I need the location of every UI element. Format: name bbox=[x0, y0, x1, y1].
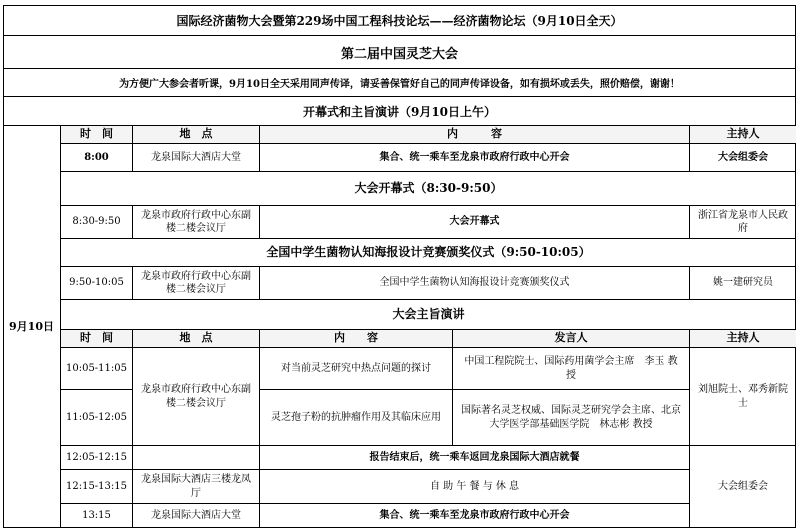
talk1-speaker: 中国工程院院士、国际药用菌学会主席 李玉 教授 bbox=[453, 348, 690, 390]
row2-host: 浙江省龙泉市人民政府 bbox=[690, 206, 796, 239]
date-label: 9月10日 bbox=[3, 126, 61, 528]
section-opening-title: 开幕式和主旨演讲（9月10日上午） bbox=[3, 97, 796, 126]
page-title: 国际经济菌物大会暨第229场中国工程科技论坛——经济菌物论坛（9月10日全天） bbox=[3, 5, 796, 36]
lunch-content: 自 助 午 餐 与 休 息 bbox=[260, 470, 690, 504]
interpretation-notice: 为方便广大参会者听课，9月10日全天采用同声传译，请妥善保管好自己的同声传译设备，如有损坏或丢失，照价赔偿，谢谢！ bbox=[3, 69, 796, 97]
return-content: 报告结束后，统一乘车返回龙泉国际大酒店就餐 bbox=[260, 446, 690, 470]
afternoon-host: 大会组委会 bbox=[718, 481, 768, 493]
return-place-empty bbox=[133, 446, 260, 470]
schedule-table bbox=[3, 5, 796, 528]
keynote-host: 刘旭院士、邓秀新院士 bbox=[690, 348, 796, 446]
header-place: 地 点 bbox=[133, 126, 260, 144]
keynote-place: 龙泉市政府行政中心东副楼二楼会议厅 bbox=[133, 348, 260, 446]
lunch-time: 12:15-13:15 bbox=[61, 470, 133, 504]
header2-speaker: 发言人 bbox=[453, 330, 690, 348]
row2-place: 龙泉市政府行政中心东副楼二楼会议厅 bbox=[133, 206, 260, 239]
header-host: 主持人 bbox=[690, 126, 796, 144]
header-time: 时 间 bbox=[61, 126, 133, 144]
talk1-content: 对当前灵芝研究中热点问题的探讨 bbox=[260, 348, 453, 390]
header2-time: 时 间 bbox=[61, 330, 133, 348]
header-content: 内 容 bbox=[260, 126, 690, 144]
band-opening-ceremony: 大会开幕式（8:30-9:50） bbox=[61, 172, 796, 206]
row1-time: 8:00 bbox=[61, 144, 133, 172]
header2-host: 主持人 bbox=[690, 330, 796, 348]
return-time: 12:05-12:15 bbox=[61, 446, 133, 470]
last-time: 13:15 bbox=[61, 504, 133, 528]
row1-place: 龙泉国际大酒店大堂 bbox=[133, 144, 260, 172]
row3-place: 龙泉市政府行政中心东副楼二楼会议厅 bbox=[133, 267, 260, 300]
row2-content: 大会开幕式 bbox=[260, 206, 690, 239]
band-keynote: 大会主旨演讲 bbox=[61, 300, 796, 330]
talk2-speaker: 国际著名灵芝权威、国际灵芝研究学会主席、北京大学医学部基础医学院 林志彬 教授 bbox=[453, 390, 690, 446]
lunch-place: 龙泉国际大酒店三楼龙凤厅 bbox=[133, 470, 260, 504]
row1-host: 大会组委会 bbox=[690, 144, 796, 172]
talk2-content: 灵芝孢子粉的抗肿瘤作用及其临床应用 bbox=[260, 390, 453, 446]
header2-place: 地 点 bbox=[133, 330, 260, 348]
talk2-time: 11:05-12:05 bbox=[61, 390, 133, 446]
row3-time: 9:50-10:05 bbox=[61, 267, 133, 300]
row3-host: 姚一建研究员 bbox=[690, 267, 796, 300]
row2-time: 8:30-9:50 bbox=[61, 206, 133, 239]
band-award-ceremony: 全国中学生菌物认知海报设计竞赛颁奖仪式（9:50-10:05） bbox=[61, 239, 796, 267]
header2-content: 内 容 bbox=[260, 330, 453, 348]
last-place: 龙泉国际大酒店大堂 bbox=[133, 504, 260, 528]
row1-content: 集合、统一乘车至龙泉市政府行政中心开会 bbox=[260, 144, 690, 172]
row3-content: 全国中学生菌物认知海报设计竞赛颁奖仪式 bbox=[260, 267, 690, 300]
last-content: 集合、统一乘车至龙泉市政府行政中心开会 bbox=[260, 504, 690, 528]
conference-subtitle: 第二届中国灵芝大会 bbox=[3, 36, 796, 69]
talk1-time: 10:05-11:05 bbox=[61, 348, 133, 390]
